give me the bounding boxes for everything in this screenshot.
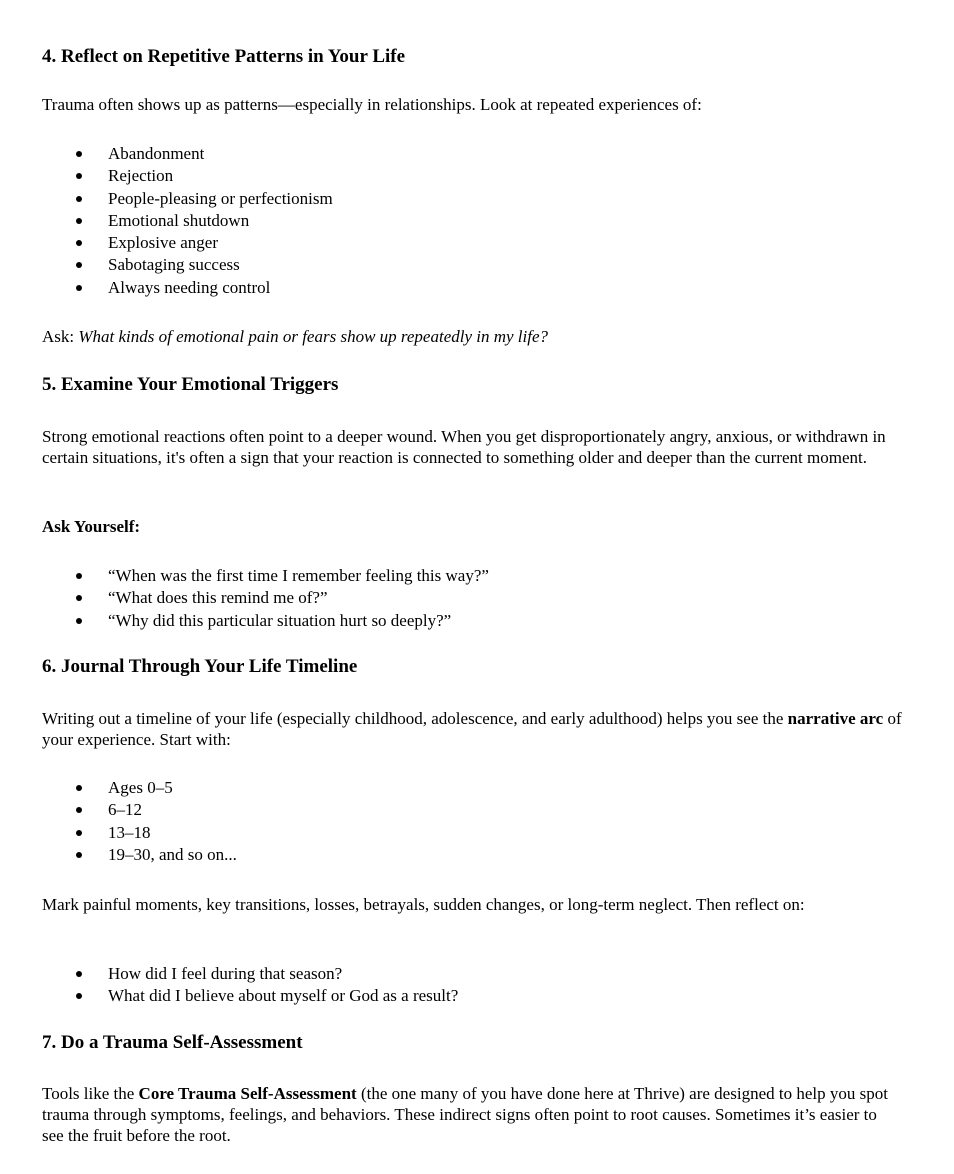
section-6-intro: Writing out a timeline of your life (especially childhood, adolescence, and early adulthood) helps you see the narrative arc of your experience. Start with: xyxy=(42,709,902,749)
section-6-reflect-list xyxy=(42,963,458,1008)
section-5-paragraph: Strong emotional reactions often point to a deeper wound. When you get disproportionately angry, anxious, or withdrawn in certain situations, it's often a sign that your reaction is connected to something older and deeper than the current moment. xyxy=(42,427,886,467)
list-item: What did I believe about myself or God as a result? xyxy=(42,985,458,1007)
list-item: “Why did this particular situation hurt so deeply?” xyxy=(42,610,489,632)
section-4-ask: Ask: What kinds of emotional pain or fears show up repeatedly in my life? xyxy=(42,327,549,346)
bullet-icon xyxy=(76,240,82,246)
list-item: Explosive anger xyxy=(42,232,333,254)
list-item: 13–18 xyxy=(42,822,237,844)
list-item: Abandonment xyxy=(42,143,333,165)
section-6-reflect-text: Mark painful moments, key transitions, losses, betrayals, sudden changes, or long-term neglect. Then reflect on: xyxy=(42,895,805,914)
section-5-heading: 5. Examine Your Emotional Triggers xyxy=(42,374,339,395)
list-item: 6–12 xyxy=(42,799,237,821)
list-item: Emotional shutdown xyxy=(42,210,333,232)
list-item: Ages 0–5 xyxy=(42,777,237,799)
bullet-icon xyxy=(76,785,82,791)
list-item: Rejection xyxy=(42,165,333,187)
list-item: 19–30, and so on... xyxy=(42,844,237,866)
bullet-icon xyxy=(76,830,82,836)
bullet-icon xyxy=(76,993,82,999)
bullet-icon xyxy=(76,595,82,601)
section-6-age-list xyxy=(42,777,237,866)
section-7-heading: 7. Do a Trauma Self-Assessment xyxy=(42,1032,303,1053)
list-item: How did I feel during that season? xyxy=(42,963,458,985)
bullet-icon xyxy=(76,151,82,157)
list-item: “When was the first time I remember feeling this way?” xyxy=(42,565,489,587)
bullet-icon xyxy=(76,196,82,202)
bullet-icon xyxy=(76,573,82,579)
bullet-icon xyxy=(76,262,82,268)
list-item: “What does this remind me of?” xyxy=(42,587,489,609)
section-6-heading: 6. Journal Through Your Life Timeline xyxy=(42,656,358,677)
bullet-icon xyxy=(76,218,82,224)
section-4-intro: Trauma often shows up as patterns—especially in relationships. Look at repeated experiences of: xyxy=(42,95,702,114)
section-4-heading: 4. Reflect on Repetitive Patterns in Your Life xyxy=(42,46,406,67)
section-4-pattern-list xyxy=(42,143,333,299)
narrative-arc-emphasis: narrative arc xyxy=(787,709,884,728)
bullet-icon xyxy=(76,807,82,813)
ask-question: What kinds of emotional pain or fears show up repeatedly in my life? xyxy=(78,327,549,346)
bullet-icon xyxy=(76,852,82,858)
ask-yourself-subheading: Ask Yourself: xyxy=(42,517,141,536)
list-item: Sabotaging success xyxy=(42,254,333,276)
list-item: Always needing control xyxy=(42,277,333,299)
core-trauma-self-assessment-emphasis: Core Trauma Self-Assessment xyxy=(138,1084,357,1103)
bullet-icon xyxy=(76,618,82,624)
bullet-icon xyxy=(76,971,82,977)
bullet-icon xyxy=(76,285,82,291)
section-5-question-list xyxy=(42,565,489,632)
section-7-paragraph: Tools like the Core Trauma Self-Assessment (the one many of you have done here at Thrive) are designed to help you spot trauma through symptoms, feelings, and behaviors. These indirect signs often point to root causes. Sometimes it’s easier to see the fruit before the root. xyxy=(42,1084,888,1145)
bullet-icon xyxy=(76,173,82,179)
list-item: People-pleasing or perfectionism xyxy=(42,188,333,210)
